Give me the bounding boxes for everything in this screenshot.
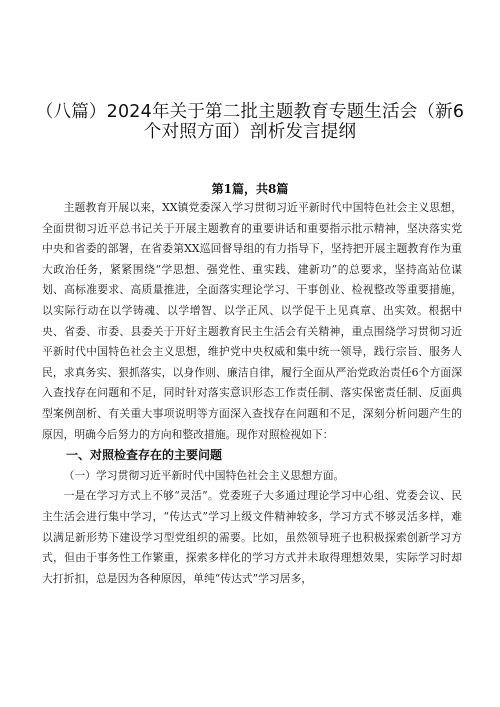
document-title-line-2: 个对照方面）剖析发言提纲 <box>143 122 357 142</box>
section-heading: 一、对照检查存在的主要问题 <box>66 448 223 463</box>
document-title-line-1: （八篇）2024年关于第二批主题教育专题生活会（新6 <box>35 102 465 122</box>
subsection-heading: （一）学习贯彻习近平新时代中国特色社会主义思想方面。 <box>63 468 345 482</box>
body-paragraph: 一是在学习方式上不够“灵活”。党委班子大多通过理论学习中心组、党委会议、民主生活会进行集中学习，“传达式”学习上级文件精神较多，学习方式不够灵活多样，难以满足新形势下建设学习型党组织的需要。比如，虽然领导班子也积极探索创新学习方式，但由于事务性工作繁重，探索多样化的学习方式并未取得理想效果，实际学习时却大打折扣，总是因为各种原因，单纯“传达式”学习居多， <box>42 489 462 585</box>
intro-paragraph: 主题教育开展以来，XX镇党委深入学习贯彻习近平新时代中国特色社会主义思想，全面贯彻习近平总书记关于开展主题教育的重要讲话和重要指示批示精神，坚决落实党中央和省委的部署，在省委第XX巡回督导组的有力指导下，坚持把开展主题教育作为重大政治任务，紧紧围绕“学思想、强党性、重实践、建新功”的总要求，坚持高站位谋划、高标准要求、高质量推进，全面落实理论学习、干事创业、检视整改等重要措施，以实际行动在以学铸魂、以学增智、以学正风、以学促干上见真章、出实效。根据中央、省委、市委、县委关于开好主题教育民主生活会有关精神，重点围绕学习贯彻习近平新时代中国特色社会主义思想，维护党中央权威和集中统一领导，践行宗旨、服务人民，求真务实、狠抓落实，以身作则、廉洁自律，履行全面从严治党政治责任6个方面深入查找存在问题和不足，同时针对落实意识形态工作责任制、落实保密责任制、反面典型案例剖析、有关重大事项说明等方面深入查找存在问题和不足，深刻分析问题产生的原因，明确今后努力的方向和整改措施。现作对照检视如下： <box>42 201 462 441</box>
document-subtitle: 第1篇，共8篇 <box>211 182 289 196</box>
document-body <box>42 198 462 589</box>
